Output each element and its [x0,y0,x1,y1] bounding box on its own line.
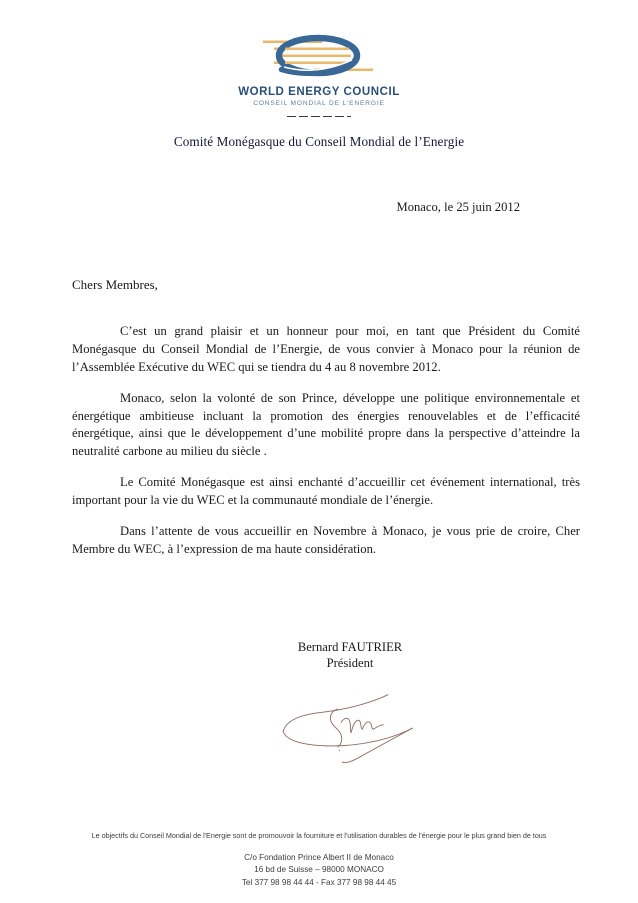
organization-name: WORLD ENERGY COUNCIL [238,86,400,98]
footer-address [0,852,638,889]
letter-body [0,277,638,559]
body-paragraph: Monaco, selon la volonté de son Prince, développe une politique environnementale et énergétique ambitieuse incluant la promotion des énergies renouvelables et de l’efficacité énergétique, ainsi que le développement d’une mobilité propre dans la perspective d’atteindre la neutralité carbone au milieu du siècle . [72,390,580,459]
salutation: Chers Membres, [72,277,158,292]
footer-address-line-1: C/o Fondation Prince Albert II de Monaco [244,853,394,863]
date-line: Monaco, le 25 juin 2012 [396,200,520,214]
organization-subtitle: CONSEIL MONDIAL DE L'ENERGIE [253,100,385,107]
organization-logo [238,30,400,117]
signatory-role: Président [326,656,374,671]
signatory-name: Bernard FAUTRIER [297,639,403,654]
signature-block [0,639,638,766]
committee-title: Comité Monégasque du Conseil Mondial de l’Energie [173,134,465,149]
letterhead [0,0,638,150]
body-paragraph: Le Comité Monégasque est ainsi enchanté d’accueillir cet événement international, très important pour la vie du WEC et la communauté mondiale de l’énergie. [72,475,580,507]
body-paragraph: C’est un grand plaisir et un honneur pour moi, en tant que Président du Comité Monégasque du Conseil Mondial de l’Energie, de vous convier à Monaco pour la réunion de l’Assemblée Exécutive du WEC qui se tiendra du 4 au 8 novembre 2012. [72,324,580,374]
footer-motto: Le objectifs du Conseil Mondial de l'Energie sont de promouvoir la fourniture et l'utilisation durables de l'énergie pour le plus grand bien de tous [91,830,547,840]
footer-address-line-2: 16 bd de Suisse – 98000 MONACO [254,865,384,875]
dashed-divider [287,116,351,117]
body-paragraph: Dans l’attente de vous accueillir en Novembre à Monaco, je vous prie de croire, Cher Membre du WEC, à l’expression de ma haute considération. [72,523,580,556]
handwritten-signature-icon [265,688,435,766]
world-energy-council-ellipse-logo-icon [254,30,384,82]
page-footer [0,831,638,889]
footer-contact-line: Tel 377 98 98 44 44 - Fax 377 98 98 44 45 [241,877,397,887]
